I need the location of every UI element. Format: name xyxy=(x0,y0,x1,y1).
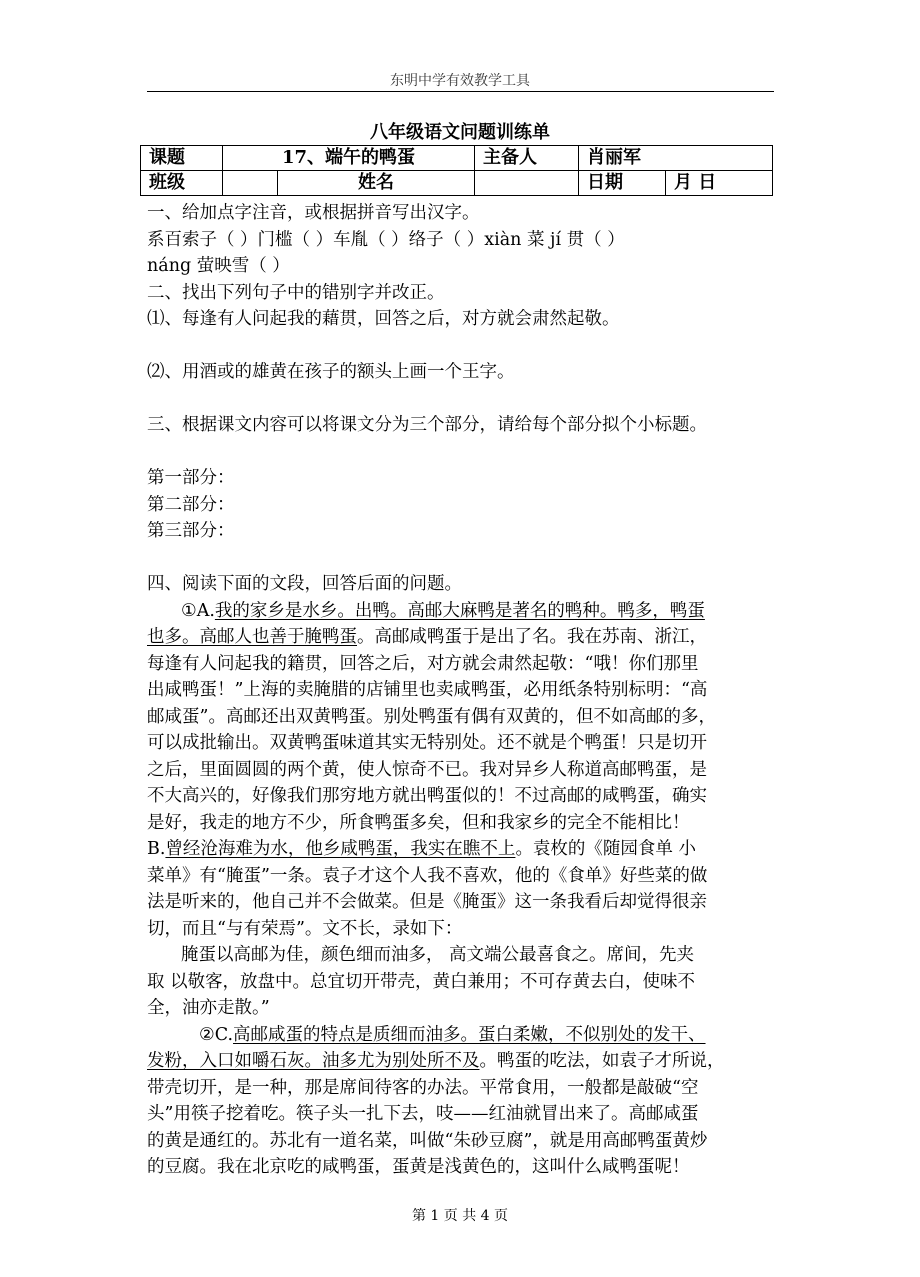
q1-title: 一、给加点字注音，或根据拼音写出汉字。 xyxy=(147,203,480,223)
underlined-sentence-b: 曾经沧海难为水，他乡咸鸭蛋，我实在瞧不上 xyxy=(165,839,516,859)
q3-part-3: 第三部分： xyxy=(147,521,235,541)
underlined-sentence-c: 高邮咸蛋的特点是质细而油多。蛋白柔嫩，不似别处的发干、 xyxy=(233,1024,706,1045)
passage-p2-line-1 xyxy=(147,1022,777,1049)
label-date: 日期 xyxy=(579,171,666,196)
passage-line: 是好，我走的地方不少，所食鸭蛋多矣，但和我家乡的完全不能相比！ xyxy=(147,812,690,833)
passage-text: 。袁枚的《随园食单 小 xyxy=(515,839,696,859)
answer-space xyxy=(147,545,777,572)
label-preparer: 主备人 xyxy=(475,146,579,171)
passage-text: 。高邮咸鸭蛋于是出了名。我在苏南、浙江， xyxy=(357,627,707,647)
q3-title: 三、根据课文内容可以将课文分为三个部分，请给每个部分拟个小标题。 xyxy=(147,415,707,435)
underlined-sentence-c-cont: 发粉，入口如嚼石灰。油多尤为别处所不及 xyxy=(147,1051,480,1071)
passage-line: 邮咸蛋”。高邮还出双黄鸭蛋。别处鸭蛋有偶有双黄的，但不如高邮的多， xyxy=(147,706,716,727)
q4-title: 四、阅读下面的文段，回答后面的问题。 xyxy=(147,574,462,594)
underlined-sentence-a-cont: 也多。高邮人也善于腌鸭蛋 xyxy=(147,627,357,647)
answer-space xyxy=(147,386,777,413)
worksheet-content xyxy=(147,200,777,1181)
passage-line: 切，而且“与有荣焉”。文不长，录如下： xyxy=(147,918,463,939)
header-rule xyxy=(147,91,774,92)
passage-text: 。鸭蛋的吃法，如袁子才所说， xyxy=(479,1051,725,1071)
q3-part-2: 第二部分： xyxy=(147,494,235,515)
passage-line: 的黄是通红的。苏北有一道名菜，叫做“朱砂豆腐”，就是用高邮鸭蛋黄炒 xyxy=(147,1130,708,1151)
q2-sentence-1: ⑴、每逢有人问起我的藉贯，回答之后，对方就会肃然起敬。 xyxy=(147,309,620,329)
passage-line: 之后，里面圆圆的两个黄，使人惊奇不已。我对异乡人称道高邮鸭蛋，是 xyxy=(147,759,707,780)
quote-line-3: 全，油亦走散。” xyxy=(147,998,270,1018)
passage-line: 每逢有人问起我的籍贯，回答之后，对方就会肃然起敬：“哦！你们那里 xyxy=(147,653,699,674)
q3-part-1: 第一部分： xyxy=(147,468,235,488)
value-date: 月 日 xyxy=(666,171,773,196)
passage-p1-line-1 xyxy=(147,598,777,625)
passage-line: 可以成批输出。双黄鸭蛋味道其实无特别处。还不就是个鸭蛋！只是切开 xyxy=(147,733,707,753)
info-row-2 xyxy=(141,171,773,196)
paragraph-marker: ②C. xyxy=(199,1024,234,1045)
document-title: 八年级语文问题训练单 xyxy=(370,122,550,143)
underlined-sentence-a: 我的家乡是水乡。出鸭。高邮大麻鸭是著名的鸭种。鸭多，鸭蛋 xyxy=(214,600,705,621)
value-topic: 17、端午的鸭蛋 xyxy=(223,146,475,171)
paragraph-marker: ①A. xyxy=(181,600,215,621)
passage-line: 不大高兴的，好像我们那穷地方就出鸭蛋似的！不过高邮的咸鸭蛋，确实 xyxy=(147,786,707,806)
passage-line: 出咸鸭蛋！”上海的卖腌腊的店铺里也卖咸鸭蛋，必用纸条特别标明：“高 xyxy=(147,680,708,700)
passage-line: 法是听来的，他自己并不会做菜。但是《腌蛋》这一条我看后却觉得很亲 xyxy=(147,892,707,912)
passage-p1-line-2 xyxy=(147,624,777,651)
value-preparer: 肖丽军 xyxy=(579,146,773,171)
sentence-b-marker: B. xyxy=(147,839,166,859)
answer-space xyxy=(147,439,777,466)
label-class: 班级 xyxy=(141,171,223,196)
passage-p1-line-b xyxy=(147,836,777,863)
label-topic: 课题 xyxy=(141,146,223,171)
info-row-1 xyxy=(141,146,773,171)
passage-line: 的豆腐。我在北京吃的咸鸭蛋，蛋黄是浅黄色的，这叫什么咸鸭蛋呢！ xyxy=(147,1157,690,1177)
passage-line: 菜单》有“腌蛋”一条。袁子才这个人我不喜欢，他的《食单》好些菜的做 xyxy=(147,865,708,886)
passage-p2-line-2 xyxy=(147,1048,777,1075)
q2-sentence-2: ⑵、用酒或的雄黄在孩子的额头上画一个王字。 xyxy=(147,362,515,382)
q1-line-1: 系百索子（ ）门槛（ ）车胤（ ）络子（ ）xiàn 菜 jí 贯（ ） xyxy=(147,229,625,250)
page-footer: 第 1 页 共 4 页 xyxy=(411,1208,509,1224)
quote-line-2: 取 以敬客，放盘中。总宜切开带壳，黄白兼用；不可存黄去白，使味不 xyxy=(147,971,696,992)
value-class[interactable] xyxy=(223,171,278,196)
answer-space xyxy=(147,333,777,360)
value-name[interactable] xyxy=(475,171,579,196)
page-header: 东明中学有效教学工具 xyxy=(390,73,530,89)
q2-title: 二、找出下列句子中的错别字并改正。 xyxy=(147,282,445,303)
quote-line-1: 腌蛋以高邮为佳，颜色细而油多， 高文端公最喜食之。席间，先夹 xyxy=(181,945,695,965)
info-table xyxy=(140,145,773,196)
label-name: 姓名 xyxy=(278,171,475,196)
passage-line: 带壳切开，是一种，那是席间待客的办法。平常食用，一般都是敲破“空 xyxy=(147,1077,699,1098)
q1-line-2: náng 萤映雪（ ） xyxy=(147,256,290,276)
passage-line: 头”用筷子挖着吃。筷子头一扎下去，吱——红油就冒出来了。高邮咸蛋 xyxy=(147,1104,699,1124)
